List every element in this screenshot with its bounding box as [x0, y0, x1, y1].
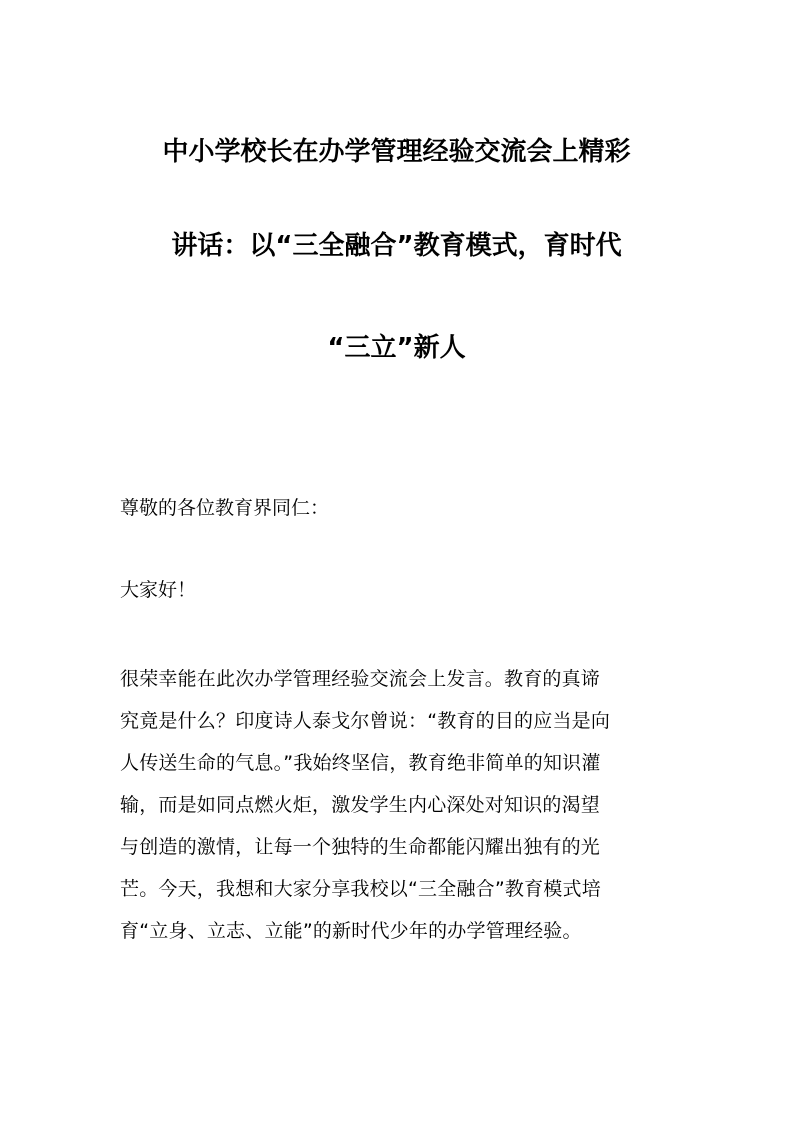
document-title-line-1: 中小学校长在办学管理经验交流会上精彩 — [162, 137, 631, 167]
paragraph-line: 输，而是如同点燃火炬，激发学生内心深处对知识的渴望 — [120, 794, 601, 816]
paragraph-line: 育“立身、立志、立能”的新时代少年的办学管理经验。 — [120, 920, 582, 942]
document-title-line-2: 讲话：以“三全融合”教育模式，育时代 — [171, 231, 622, 261]
paragraph-line: 究竟是什么？印度诗人泰戈尔曾说：“教育的目的应当是向 — [120, 710, 611, 732]
greeting: 大家好！ — [120, 579, 197, 601]
document-title-line-3: “三立”新人 — [327, 333, 466, 363]
paragraph-line: 与创造的激情，让每一个独特的生命都能闪耀出独有的光 — [120, 836, 601, 858]
body-paragraph — [120, 658, 680, 952]
paragraph-line: 人传送生命的气息。”我始终坚信，教育绝非简单的知识灌 — [120, 752, 601, 774]
salutation: 尊敬的各位教育界同仁： — [120, 497, 330, 519]
paragraph-line: 很荣幸能在此次办学管理经验交流会上发言。教育的真谛 — [120, 668, 601, 690]
paragraph-line: 芒。今天，我想和大家分享我校以“三全融合”教育模式培 — [120, 878, 601, 900]
